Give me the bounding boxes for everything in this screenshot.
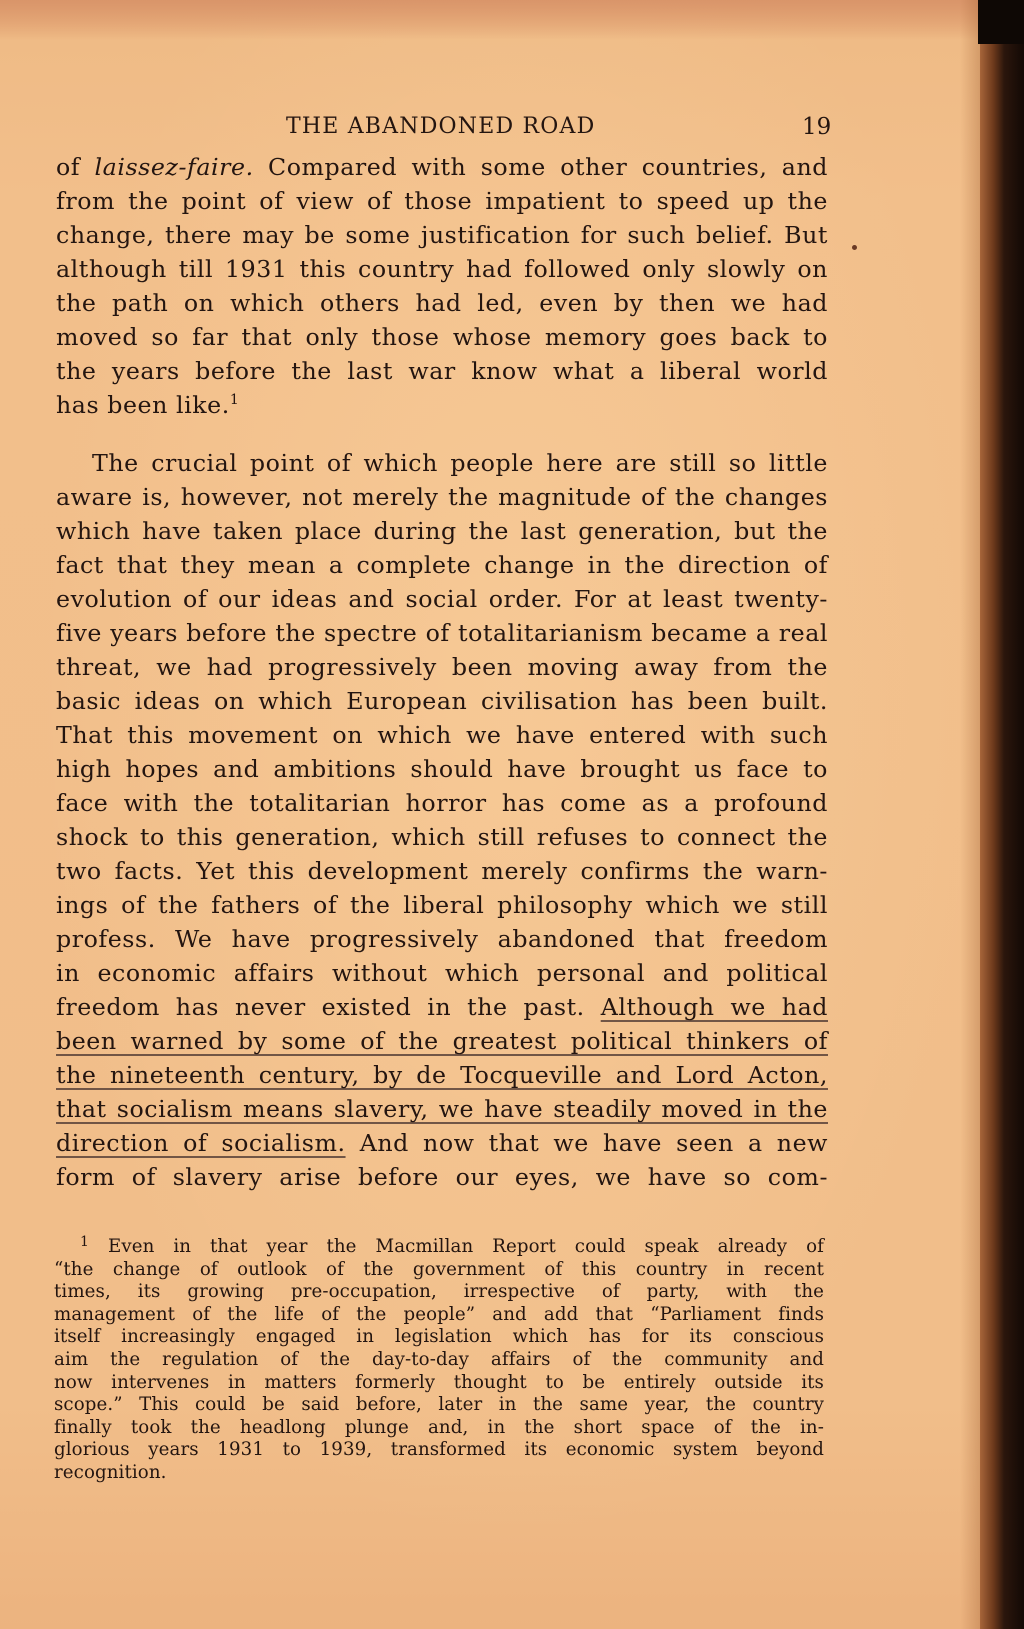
footnote-line <box>54 1236 824 1259</box>
text-line <box>56 150 828 184</box>
footnote-line: itself increasingly engaged in legislation which has for its conscious <box>54 1326 824 1348</box>
text-line: in economic affairs without which personal and political <box>56 959 828 987</box>
text-line: evolution of our ideas and social order. For at least twenty- <box>56 585 828 613</box>
page-header <box>0 110 1024 144</box>
text-line: threat, we had progressively been moving away from the <box>56 653 828 681</box>
footnote-line: now intervenes in matters formerly thought to be entirely outside its <box>54 1371 824 1393</box>
text-line: two facts. Yet this development merely confirms the warn- <box>56 857 828 885</box>
page-edge-shadow <box>960 0 980 1629</box>
footnote-line: management of the life of the people” and add that “Parliament finds <box>54 1303 824 1325</box>
text-line: shock to this generation, which still refuses to connect the <box>56 823 828 851</box>
text-line: high hopes and ambitions should have brought us face to <box>56 755 828 783</box>
footnote-line: finally took the headlong plunge and, in the short space of the in- <box>54 1416 824 1438</box>
footnote-line: “the change of outlook of the government of this country in recent <box>54 1258 824 1280</box>
text-line: ings of the fathers of the liberal philosophy which we still <box>56 891 828 919</box>
text-line: That this movement on which we have entered with such <box>56 721 828 749</box>
footnote-line: recognition. <box>54 1461 167 1483</box>
footnote-line: aim the regulation of the day-to-day affairs of the community and <box>54 1348 824 1370</box>
text-span: Compared with some other countries, and <box>253 153 828 181</box>
underlined-line: the nineteenth century, by de Tocqueville and Lord Acton, <box>56 1061 828 1089</box>
footnote-line: scope.” This could be said before, later in the same year, the country <box>54 1394 824 1416</box>
book-spine-edge <box>980 0 1024 1629</box>
text-line: profess. We have progressively abandoned that freedom <box>56 925 828 953</box>
text-line: face with the totalitarian horror has come as a profound <box>56 789 828 817</box>
text-line: the years before the last war know what a liberal world <box>56 357 828 385</box>
text-line: fact that they mean a complete change in the direction of <box>56 551 828 579</box>
paragraph-1 <box>56 150 828 422</box>
text-line: change, there may be some justification for such belief. But <box>56 221 828 249</box>
underlined-line: that socialism means slavery, we have steadily moved in the <box>56 1095 828 1123</box>
text-line: from the point of view of those impatient to speed up the <box>56 187 828 215</box>
text-line: basic ideas on which European civilisation has been built. <box>56 687 828 715</box>
footnote-line: times, its growing pre-occupation, irrespective of party, with the <box>54 1281 824 1303</box>
text-line: the path on which others had led, even by then we had <box>56 289 828 317</box>
book-corner <box>978 0 1024 44</box>
text-line: which have taken place during the last generation, but the <box>56 517 828 545</box>
ink-speck <box>852 245 857 250</box>
text-line: form of slavery arise before our eyes, we have so com- <box>56 1163 828 1191</box>
text-span: And now that we have seen a new <box>345 1129 828 1157</box>
text-span: freedom has never existed in the past. <box>56 993 601 1021</box>
body-text <box>56 150 828 1194</box>
text-line: although till 1931 this country had followed only slowly on <box>56 255 828 283</box>
footnote-reference[interactable]: 1 <box>229 392 240 408</box>
text-line: five years before the spectre of totalitarianism became a real <box>56 619 828 647</box>
underlined-line: been warned by some of the greatest political thinkers of <box>56 1027 828 1055</box>
italic-term: laissez-faire. <box>94 153 254 181</box>
text-line: moved so far that only those whose memory goes back to <box>56 323 828 351</box>
running-head: THE ABANDONED ROAD <box>286 114 596 139</box>
text-span: Even in that year the Macmillan Report could speak already of <box>107 1236 825 1257</box>
paragraph-2 <box>56 446 828 1194</box>
underlined-passage: direction of socialism. <box>56 1129 346 1157</box>
footnote <box>54 1236 824 1485</box>
footnote-marker: 1 <box>80 1234 90 1250</box>
footnote-line: glorious years 1931 to 1939, transformed its economic system beyond <box>54 1439 824 1461</box>
underlined-passage: Although we had <box>600 993 828 1021</box>
text-line <box>56 388 828 422</box>
text-line: The crucial point of which people here are still so little <box>92 449 828 477</box>
text-span: of <box>56 153 95 181</box>
text-line <box>56 990 828 1024</box>
text-span: has been like. <box>56 391 230 419</box>
page-number: 19 <box>802 114 832 140</box>
text-line <box>56 1126 828 1160</box>
text-line: aware is, however, not merely the magnitude of the changes <box>56 483 828 511</box>
